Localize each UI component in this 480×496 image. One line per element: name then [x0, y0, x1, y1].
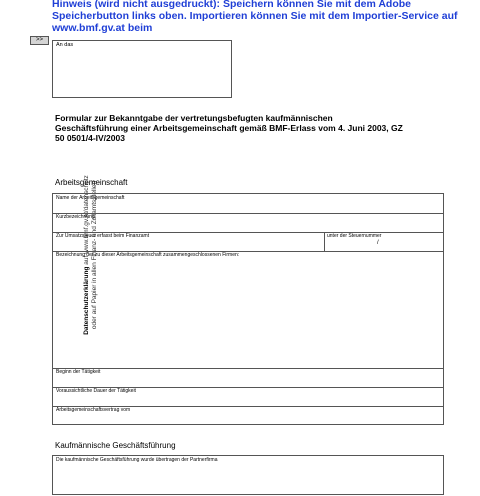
section-heading-arbeitsgemeinschaft: Arbeitsgemeinschaft: [55, 178, 128, 187]
partner-firm-field[interactable]: [53, 456, 443, 496]
start-date-field-label: Beginn der Tätigkeit: [56, 369, 101, 375]
duration-field-label: Voraussichtliche Dauer der Tätigkeit: [56, 388, 136, 394]
companies-field-label: Bezeichnung der zu dieser Arbeitsgemeinschaft zusammengeschlossenen Firmen:: [56, 252, 240, 258]
short-name-field[interactable]: [53, 213, 443, 232]
geschaeftsfuehrung-box: [52, 455, 444, 495]
tax-number-field[interactable]: [324, 232, 445, 251]
privacy-notice-bold: Datenschutzerklärung: [83, 266, 90, 335]
section-heading-geschaeftsfuehrung: Kaufmännische Geschäftsführung: [55, 441, 176, 450]
companies-field[interactable]: [53, 251, 443, 368]
short-name-field-label: Kurzbezeichnung: [56, 214, 95, 220]
hint-banner: Hinweis (wird nicht ausgedruckt): Speichern können Sie mit dem Adobe Speicherbutton links oben. Importieren können Sie mit dem Importier-Service auf www.bmf.gv.at beim: [52, 0, 458, 34]
contract-date-field[interactable]: [53, 406, 443, 424]
duration-field[interactable]: [53, 387, 443, 406]
address-field[interactable]: [52, 40, 232, 98]
tax-office-field[interactable]: [53, 232, 324, 251]
name-field[interactable]: [53, 194, 443, 213]
start-date-field[interactable]: [53, 368, 443, 387]
address-label: An das: [56, 42, 74, 48]
name-field-label: Name der Arbeitsgemeinschaft: [56, 195, 125, 201]
tax-number-field-label: unter der Steuernummer: [327, 233, 382, 239]
tax-number-separator: /: [377, 240, 379, 246]
privacy-notice-line2: oder auf Papier in allen Finanz- und Zollamtsstellen: [91, 180, 98, 330]
form-title: Formular zur Bekanntgabe der vertretungsbefugten kaufmännischen Geschäftsführung einer Arbeitsgemeinschaft gemäß BMF-Erlass vom 4. Juni 2003, GZ 50 0501/4-IV/2003: [55, 113, 403, 143]
next-field-button[interactable]: >>: [30, 36, 49, 45]
contract-date-field-label: Arbeitsgemeinschaftsvertrag vom: [56, 407, 131, 413]
partner-firm-field-label: Die kaufmännische Geschäftsführung wurde übertragen der Partnerfirma: [56, 457, 218, 463]
tax-office-field-label: Zur Umsatzsteuer erfasst beim Finanzamt: [56, 233, 150, 239]
arbeitsgemeinschaft-box: [52, 193, 444, 425]
privacy-notice-url: auf www.bmf.gv.at/datenschutz: [83, 175, 90, 267]
